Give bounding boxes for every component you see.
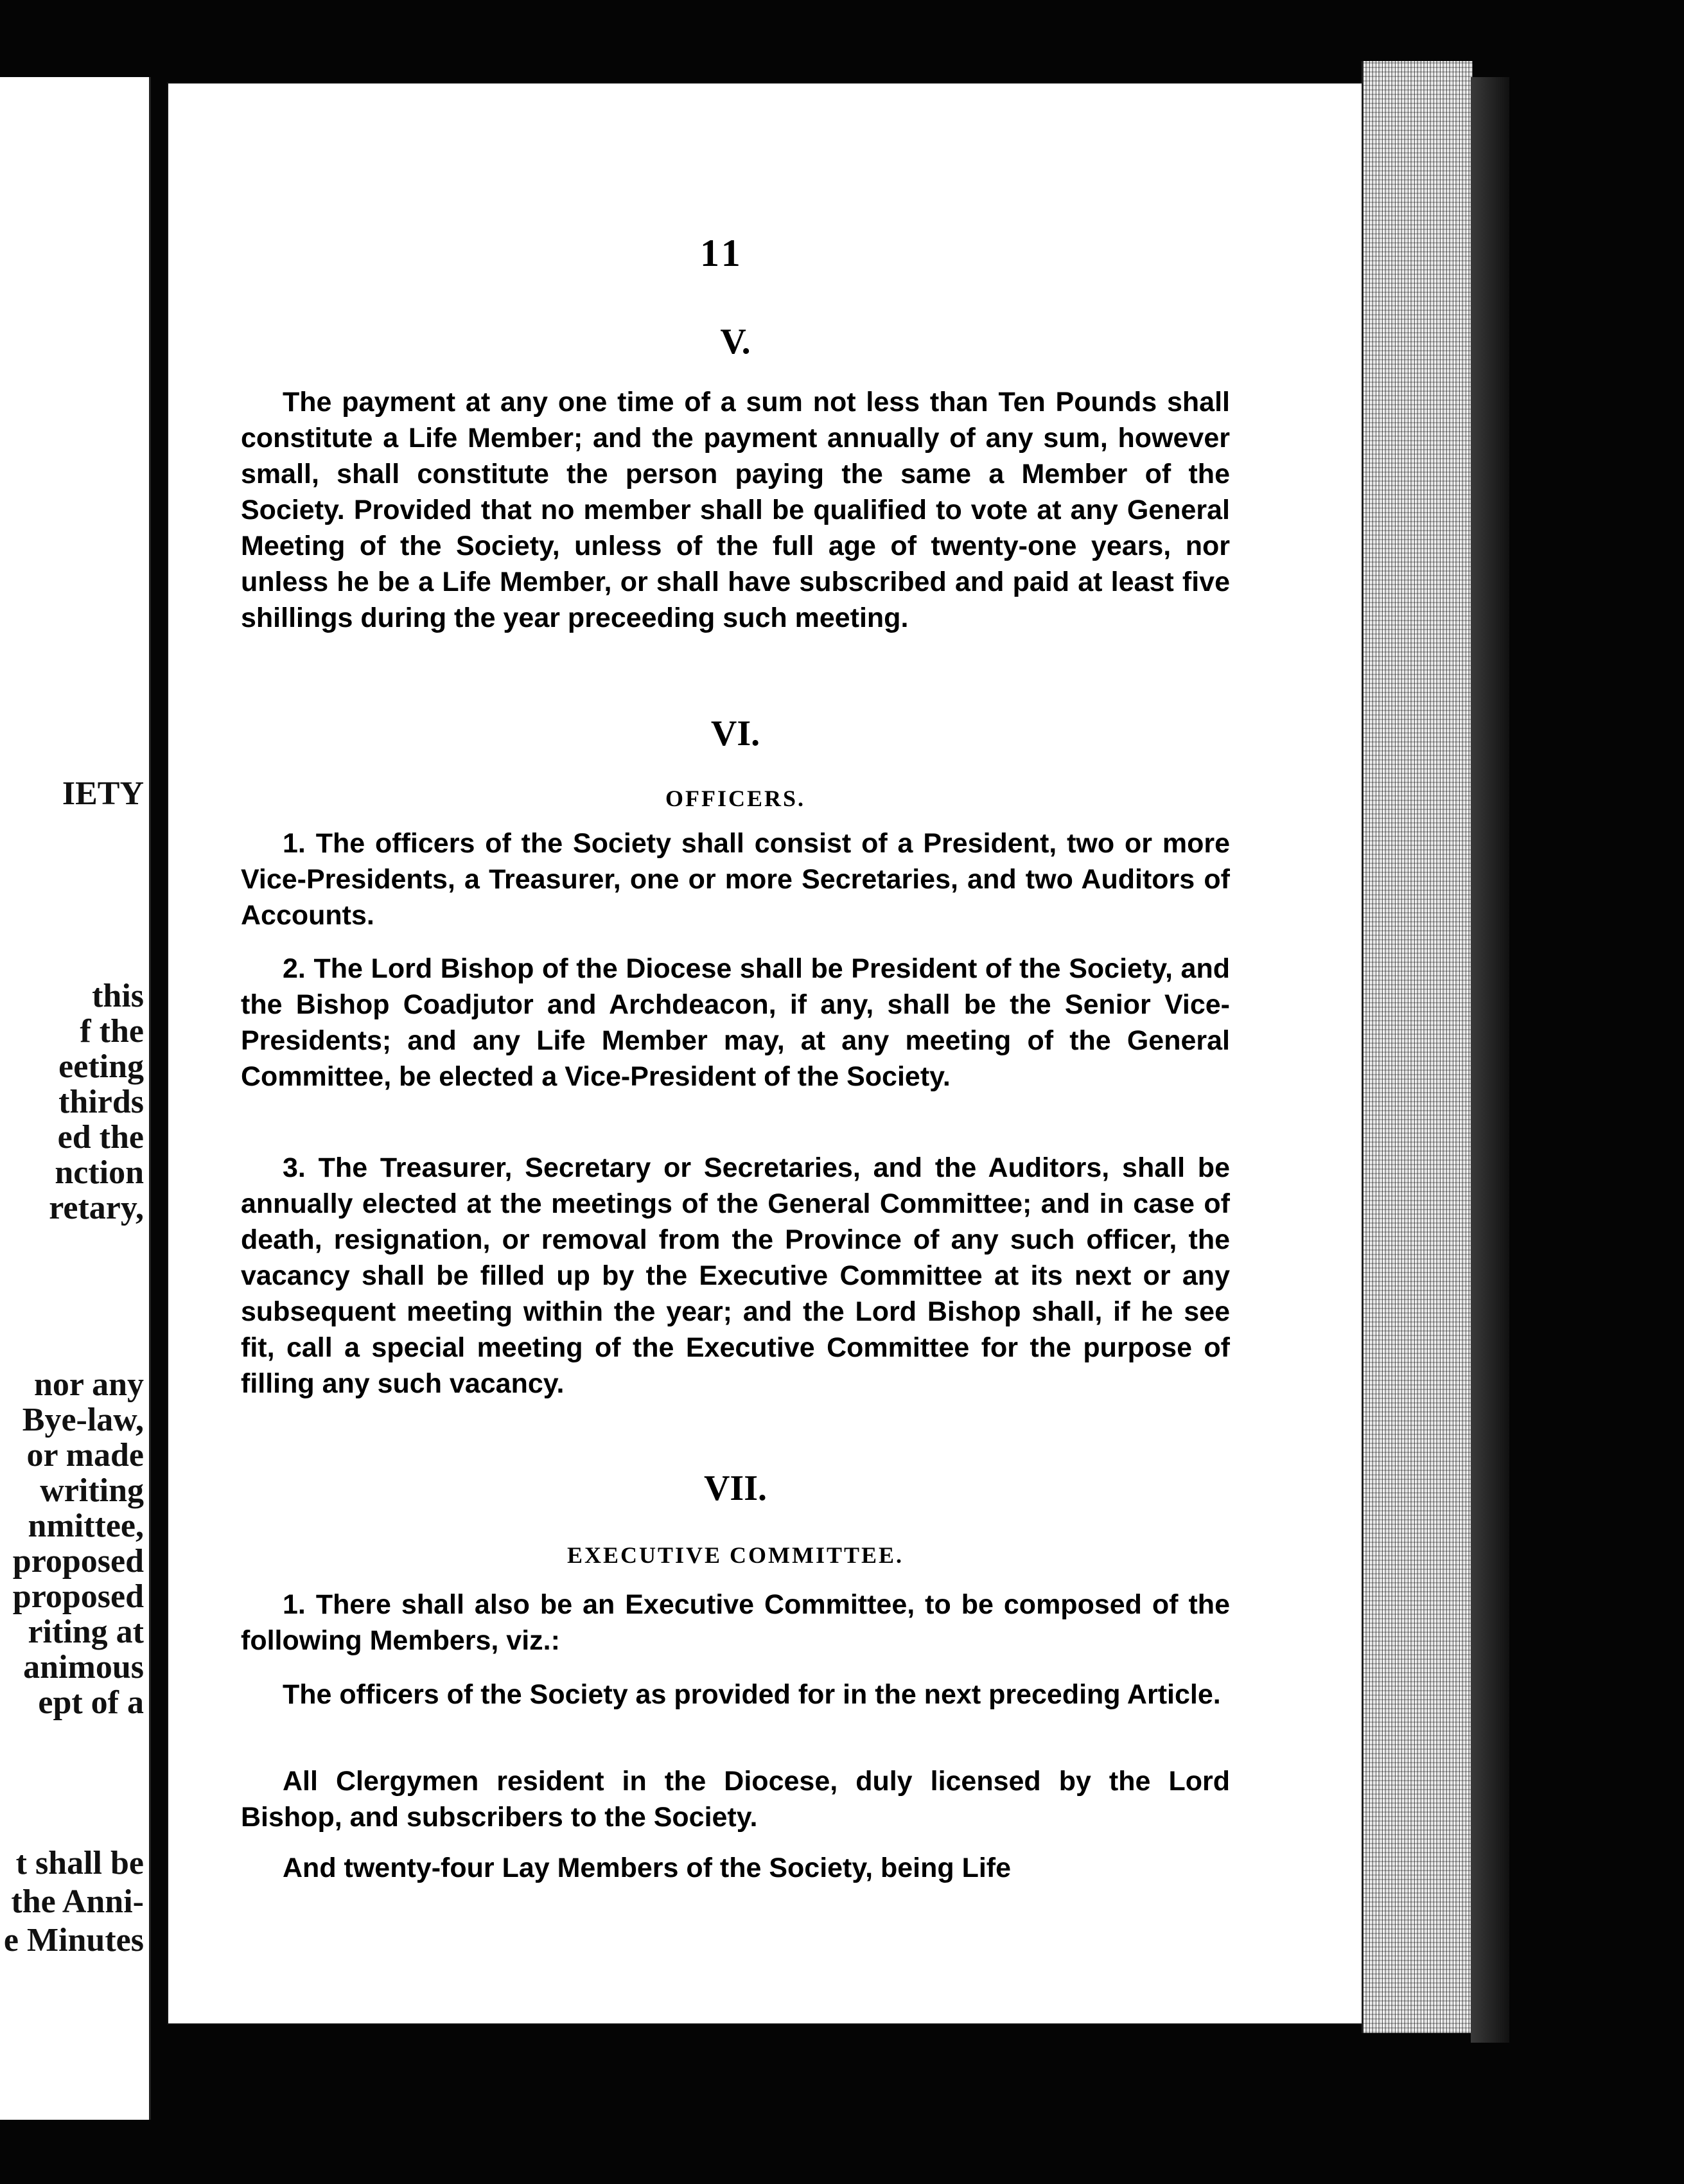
- officers-clause-1: 1. The officers of the Society shall consist of a President, two or more Vice-Presidents, a Treasurer, one or more Secretaries, and two Auditors of Accounts.: [241, 828, 1230, 931]
- left-fragment: proposed: [12, 1578, 144, 1615]
- section-v-paragraph: The payment at any one time of a sum not less than Ten Pounds shall constitute a Life Member; and the payment annually of any sum, however small, shall constitute the person paying the same a Member of the Society. Provided that no member shall be qualified to vote at any General Meeting of the Society, unless of the full age of twenty-one years, nor unless he be a Life Member, or shall have subscribed and paid at least five shillings during the year preceeding such meeting.: [241, 387, 1230, 633]
- left-fragment: writing: [40, 1472, 144, 1509]
- left-fragment: the Anni-: [11, 1883, 144, 1920]
- section-heading-vii: VII.: [703, 1468, 767, 1508]
- section-subheading-officers: OFFICERS.: [665, 786, 806, 811]
- left-fragment: riting at: [28, 1614, 144, 1650]
- left-fragment: nor any: [34, 1366, 144, 1403]
- officers-clause-3: 3. The Treasurer, Secretary or Secretaries, and the Auditors, shall be annually elected at the meetings of the General Committee; and in case of death, resignation, or removal from the Province of any such officer, the vacancy shall be filled up by the Executive Committee at its next or any subsequent meeting within the year; and the Lord Bishop shall, if he see fit, call a special meeting of the Executive Committee for the purpose of filling any such vacancy.: [241, 1152, 1230, 1399]
- left-fragment: proposed: [12, 1543, 144, 1580]
- executive-clergymen-paragraph: All Clergymen resident in the Diocese, duly licensed by the Lord Bishop, and subscribers to the Society.: [241, 1766, 1230, 1833]
- book-cover-edge: [1471, 77, 1509, 2043]
- left-fragment: e Minutes: [3, 1922, 144, 1959]
- left-fragment: thirds: [58, 1084, 144, 1120]
- facing-page-left: [0, 77, 151, 2120]
- left-fragment: IETY: [62, 775, 144, 812]
- page-number: 11: [700, 232, 744, 274]
- section-heading-v: V.: [720, 322, 751, 362]
- left-fragment: ed the: [57, 1119, 144, 1156]
- page-edges: [1362, 61, 1473, 2033]
- left-fragment: f the: [80, 1013, 144, 1050]
- executive-lay-members-paragraph: And twenty-four Lay Members of the Society, being Life: [283, 1853, 1012, 1883]
- left-fragment: animous: [23, 1649, 144, 1686]
- left-fragment: t shall be: [15, 1845, 144, 1881]
- left-fragment: this: [92, 978, 144, 1014]
- left-fragment: nction: [55, 1154, 144, 1191]
- executive-clause-1: 1. There shall also be an Executive Committee, to be composed of the following Members, viz.:: [241, 1589, 1230, 1656]
- left-fragment: retary,: [49, 1190, 144, 1226]
- left-fragment: nmittee,: [28, 1508, 144, 1544]
- executive-officers-paragraph: The officers of the Society as provided for in the next preceding Article.: [283, 1679, 1221, 1710]
- left-fragment: eeting: [58, 1048, 144, 1085]
- section-subheading-executive-committee: EXECUTIVE COMMITTEE.: [566, 1542, 904, 1568]
- left-fragment: Bye-law,: [22, 1402, 144, 1438]
- left-fragment: ept of a: [38, 1684, 144, 1721]
- left-fragment: or made: [26, 1437, 144, 1474]
- section-heading-vi: VI.: [710, 714, 760, 753]
- officers-clause-2: 2. The Lord Bishop of the Diocese shall be President of the Society, and the Bishop Coadjutor and Archdeacon, if any, shall be the Senior Vice-Presidents; and any Life Member may, at any meeting of the General Committee, be elected a Vice-President of the Society.: [241, 953, 1230, 1092]
